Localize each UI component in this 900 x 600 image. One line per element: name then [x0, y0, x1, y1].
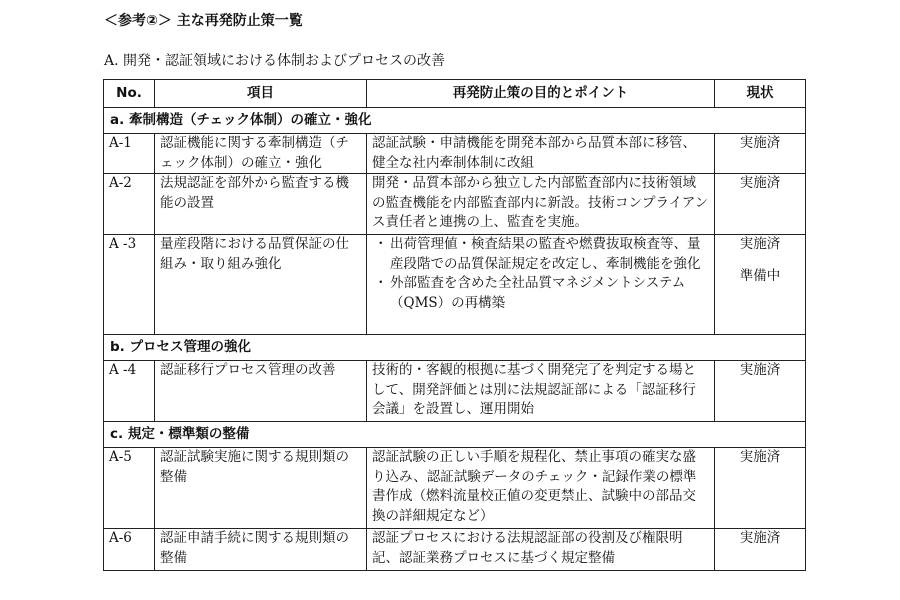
row-status	[715, 235, 806, 335]
status-value: 実施済	[739, 236, 781, 252]
row-purpose: 認証プロセスにおける法規認証部の役割及び権限明記、認証業務プロセスに基づく規定整備	[367, 529, 715, 571]
row-purpose	[367, 235, 715, 335]
row-number: A-1	[104, 134, 155, 174]
row-number: A-6	[104, 529, 155, 571]
list-item	[372, 235, 709, 274]
row-purpose: 認証試験・申請機能を開発本部から品質本部に移管、健全な社内牽制体制に改組	[367, 134, 715, 174]
category-label: b. プロセス管理の強化	[104, 335, 806, 361]
category-label: a. 牽制構造（チェック体制）の確立・強化	[104, 108, 806, 134]
column-header-item: 項目	[155, 80, 367, 108]
table-row	[104, 448, 806, 529]
bullet-mark: ・	[374, 236, 388, 252]
row-purpose: 技術的・客観的根拠に基づく開発完了を判定する場として、開発評価とは別に法規認証部による「認証移行会議」を設置し、運用開始	[367, 361, 715, 422]
status-value: 実施済	[739, 175, 781, 191]
row-number: A -3	[104, 235, 155, 335]
list-item	[372, 274, 709, 313]
row-item: 認証試験実施に関する規則類の整備	[155, 448, 367, 529]
row-status	[715, 134, 806, 174]
row-number: A-2	[104, 174, 155, 235]
page-title: ＜参考②＞ 主な再発防止策一覧	[104, 13, 303, 29]
column-header-no: No.	[104, 80, 155, 108]
column-header-status: 現状	[715, 80, 806, 108]
bullet-text: 外部監査を含めた全社品質マネジメントシステム（QMS）の再構築	[390, 275, 686, 311]
status-value: 実施済	[739, 135, 781, 151]
column-header-purpose: 再発防止策の目的とポイント	[367, 80, 715, 108]
row-item: 認証申請手続に関する規則類の整備	[155, 529, 367, 571]
status-value: 準備中	[739, 267, 781, 284]
category-row	[104, 108, 806, 134]
row-purpose: 認証試験の正しい手順を規程化、禁止事項の確実な盛り込み、認証試験データのチェック・記録作業の標準書作成（燃料流量校正値の変更禁止、試験中の部品交換の詳細規定など）	[367, 448, 715, 529]
measures-table	[103, 79, 806, 571]
category-row	[104, 335, 806, 361]
status-value: 実施済	[739, 530, 781, 546]
category-label: c. 規定・標準類の整備	[104, 422, 806, 448]
row-item: 量産段階における品質保証の仕組み・取り組み強化	[155, 235, 367, 335]
row-status	[715, 529, 806, 571]
table-row	[104, 529, 806, 571]
category-row	[104, 422, 806, 448]
table-row	[104, 134, 806, 174]
table-row	[104, 361, 806, 422]
section-subtitle: A. 開発・認証領域における体制およびプロセスの改善	[104, 53, 446, 69]
table-header-row	[104, 80, 806, 108]
status-value: 実施済	[739, 362, 781, 378]
row-item: 認証移行プロセス管理の改善	[155, 361, 367, 422]
row-status	[715, 448, 806, 529]
row-purpose: 開発・品質本部から独立した内部監査部内に技術領域の監査機能を内部監査部内に新設。技術コンプライアンス責任者と連携の上、監査を実施。	[367, 174, 715, 235]
bullet-mark: ・	[374, 275, 388, 291]
row-number: A -4	[104, 361, 155, 422]
table-row	[104, 174, 806, 235]
bullet-list	[372, 235, 709, 313]
row-item: 認証機能に関する牽制構造（チェック体制）の確立・強化	[155, 134, 367, 174]
table-row	[104, 235, 806, 335]
row-status	[715, 361, 806, 422]
row-number: A-5	[104, 448, 155, 529]
bullet-text: 出荷管理値・検査結果の監査や燃費抜取検査等、量産段階での品質保証規定を改定し、牽制機能を強化	[390, 236, 701, 272]
row-item: 法規認証を部外から監査する機能の設置	[155, 174, 367, 235]
status-value: 実施済	[739, 449, 781, 465]
row-status	[715, 174, 806, 235]
